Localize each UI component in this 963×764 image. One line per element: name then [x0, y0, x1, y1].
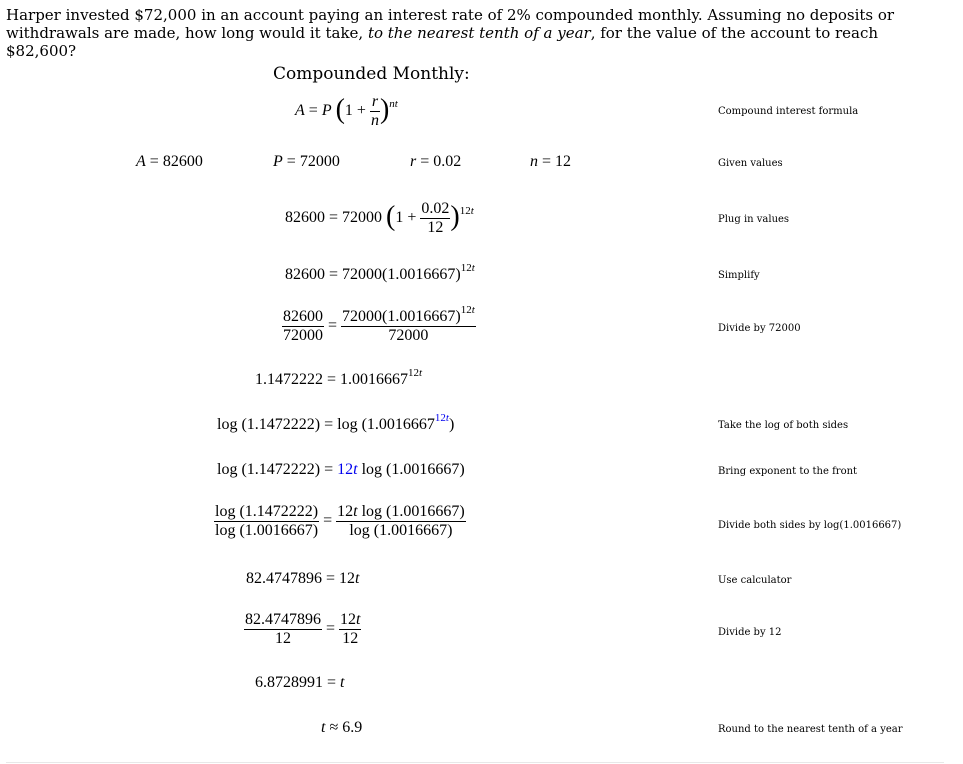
note-log: Take the log of both sides — [718, 420, 849, 431]
compound-formula: A = P (1 + $\frac{r}{n}$ )$^{nt}$ — [295, 93, 398, 129]
eq-divide-72000: $\frac{82600}{72000}$ = $\frac{72000(1.0016667)^{12t}}{72000}$ — [283, 304, 475, 344]
eq-t-value: 6.8728991 = t — [255, 674, 345, 691]
given-n: n = 12 — [530, 153, 572, 170]
divider — [6, 762, 944, 763]
question-emphasis: to the nearest tenth of a year — [367, 24, 591, 42]
note-divide-log: Divide both sides by log(1.0016667) — [718, 520, 902, 531]
eq-log: $\log (1.1472222) = \log (1.0016667^{12t})$ — [217, 412, 455, 433]
note-plug: Plug in values — [718, 214, 790, 225]
eq-plug: 82600 = 72000 (1 + $\frac{0.02}{12}$ )$^{12t}$ — [285, 200, 474, 236]
note-calculator: Use calculator — [718, 575, 792, 586]
eq-simplify: $82600 = 72000(1.0016667)^{12t}$ — [285, 262, 475, 283]
given-A: A = 82600 — [136, 153, 203, 170]
eq-calculator: 82.4747896 = 12t — [246, 570, 360, 587]
heading: Compounded Monthly: — [273, 64, 470, 84]
given-P: P = 72000 — [273, 153, 340, 170]
eq-result: t ≈ 6.9 — [321, 719, 363, 736]
note-given: Given values — [718, 158, 783, 169]
note-divide-12: Divide by 12 — [718, 627, 782, 638]
question-part1: Harper invested $72,000 in an account paying an interest rate of 2% compounded monthly. Assuming no deposits or withdrawals are made, how long would it take, — [6, 6, 895, 42]
eq-divide-12: $\frac{82.4747896}{12}$ = $\frac{12t}{12}$ — [245, 611, 361, 647]
eq-divide-log: $\frac{\log (1.1472222)}{\log (1.0016667)}$ = $\frac{\text{12t log (1.0016667)}}{\log (1.0016667)}$ — [215, 503, 465, 539]
eq-exponent-front: log (1.1472222) = 12t log (1.0016667) — [217, 461, 465, 478]
note-divide-72000: Divide by 72000 — [718, 323, 801, 334]
note-exponent: Bring exponent to the front — [718, 466, 858, 477]
eq-ratio: $1.1472222 = 1.0016667^{12t}$ — [255, 367, 423, 388]
question-text — [6, 6, 946, 60]
note-round: Round to the nearest tenth of a year — [718, 724, 903, 735]
question-part2: , for the value of the account to reach $82,600? — [6, 24, 879, 60]
given-r: r = 0.02 — [410, 153, 462, 170]
note-formula: Compound interest formula — [718, 106, 859, 117]
note-simplify: Simplify — [718, 270, 760, 281]
